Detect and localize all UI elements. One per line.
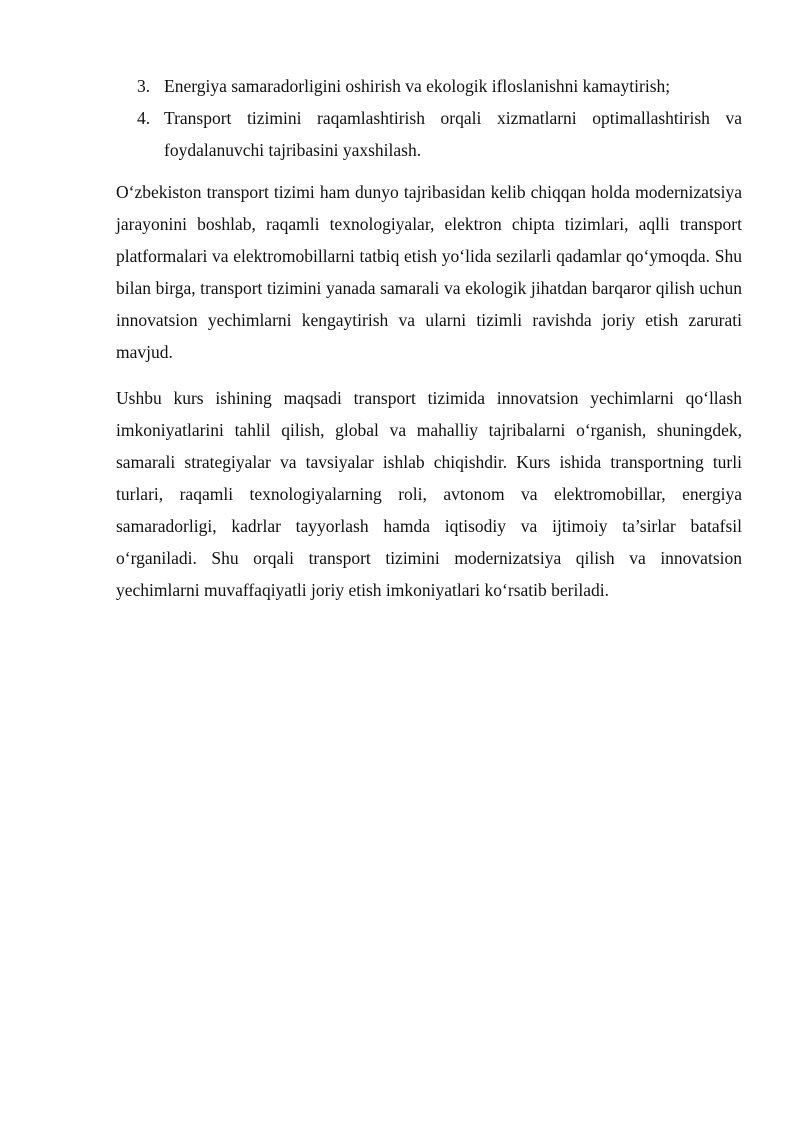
document-page bbox=[116, 70, 742, 606]
list-item bbox=[116, 70, 742, 102]
list-item-number: 4. bbox=[137, 108, 151, 128]
numbered-list bbox=[116, 70, 742, 166]
body-paragraph: O‘zbekiston transport tizimi ham dunyo tajribasidan kelib chiqqan holda modernizatsiya jarayonini boshlab, raqamli texnologiyalar, elektron chipta tizimlari, aqlli transport platformalari va elektromobillarni tatbiq etish yo‘lida sezilarli qadamlar qo‘ymoqda. Shu bilan birga, transport tizimini yanada samarali va ekologik jihatdan barqaror qilish uchun innovatsion yechimlarni kengaytirish va ularni tizimli ravishda joriy etish zarurati mavjud. bbox=[116, 182, 742, 362]
list-item-number: 3. bbox=[137, 76, 151, 96]
list-item bbox=[116, 102, 742, 166]
list-item-text: Energiya samaradorligini oshirish va ekologik ifloslanishni kamaytirish; bbox=[164, 76, 671, 96]
list-item-text: Transport tizimini raqamlashtirish orqali xizmatlarni optimallashtirish va foydalanuvchi tajribasini yaxshilash. bbox=[164, 108, 742, 160]
body-paragraph: Ushbu kurs ishining maqsadi transport tizimida innovatsion yechimlarni qo‘llash imkoniyatlarini tahlil qilish, global va mahalliy tajribalarni o‘rganish, shuningdek, samarali strategiyalar va tavsiyalar ishlab chiqishdir. Kurs ishida transportning turli turlari, raqamli texnologiyalarning roli, avtonom va elektromobillar, energiya samaradorligi, kadrlar tayyorlash hamda iqtisodiy va ijtimoiy ta’sirlar batafsil o‘rganiladi. Shu orqali transport tizimini modernizatsiya qilish va innovatsion yechimlarni muvaffaqiyatli joriy etish imkoniyatlari ko‘rsatib beriladi. bbox=[116, 388, 742, 600]
